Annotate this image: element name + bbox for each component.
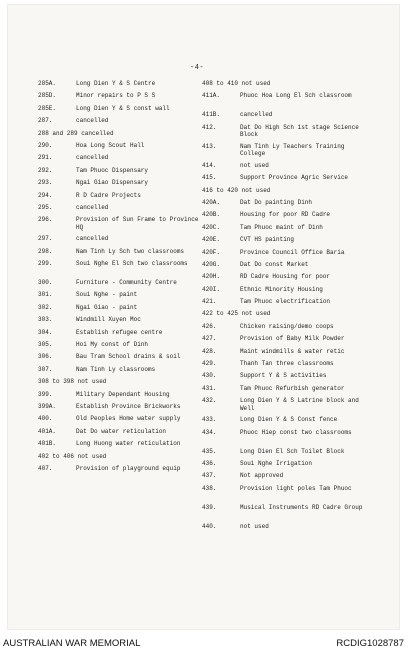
list-item	[38, 167, 203, 179]
item-description: Tam Phuoc Dispensary	[76, 166, 149, 174]
item-number: 421.	[202, 298, 217, 306]
item-number: 305.	[38, 341, 53, 349]
item-number: 299.	[38, 260, 53, 268]
list-item	[202, 310, 370, 322]
item-description: cancelled	[76, 203, 109, 211]
item-description: Support Y & S activities	[240, 372, 327, 380]
item-description: Provision light poles Tam Phuoc	[240, 484, 352, 492]
item-number: 427.	[202, 335, 217, 343]
item-description: Hoa Long Scout Hall	[76, 141, 145, 149]
item-number: 435.	[202, 447, 217, 455]
item-description: not used	[240, 522, 269, 530]
item-number: 294.	[38, 191, 53, 199]
list-item	[38, 80, 203, 92]
item-description: Ngai Giao - paint	[76, 303, 138, 311]
list-item	[38, 391, 203, 403]
list-item	[202, 360, 370, 372]
item-description: Soui Nghe El Sch two classrooms	[76, 260, 188, 268]
item-description: RD Cadre Housing for poor	[240, 273, 331, 281]
list-item	[202, 143, 370, 162]
item-description: Dat Do const Market	[240, 260, 309, 268]
item-number: 401B.	[38, 440, 57, 448]
item-number: 432.	[202, 397, 217, 405]
item-description: cancelled	[76, 117, 109, 125]
item-description: Thanh Tan three classrooms	[240, 360, 334, 368]
item-description: CVT HS painting	[240, 236, 295, 244]
item-number: 433.	[202, 416, 217, 424]
item-description: Nam Tinh Ly Teachers Training College	[240, 142, 345, 158]
list-item	[38, 378, 203, 390]
item-description: Establish Province Brickworks	[76, 402, 181, 410]
item-number: 420A.	[202, 198, 221, 206]
item-number: 297.	[38, 235, 53, 243]
item-number: 290.	[38, 141, 53, 149]
item-description: Long Dien Y & S Centre	[76, 80, 156, 87]
item-number: 401A.	[38, 427, 57, 435]
item-description: Soui Nghe - paint	[76, 291, 138, 299]
item-description: Maint windmills & water retic	[240, 347, 345, 355]
item-description: Ethnic Minority Housing	[240, 285, 323, 293]
left-column	[38, 80, 203, 477]
item-number: 285E.	[38, 104, 57, 112]
item-number: 399A.	[38, 402, 57, 410]
item-description: Dat Do High Sch 1st stage Science Block	[240, 123, 359, 139]
item-description: Province Council Office Baria	[240, 248, 345, 256]
list-item	[38, 130, 203, 142]
item-description: Old Peoples Home water supply	[76, 415, 181, 423]
list-item	[202, 92, 370, 111]
item-number: 399.	[38, 390, 53, 398]
list-item	[202, 249, 370, 261]
item-description: 308 to 398 not used	[38, 378, 107, 386]
list-item	[38, 142, 203, 154]
list-item	[202, 429, 370, 448]
item-number: 414.	[202, 161, 217, 169]
item-description: Phuoc Hiep const two classrooms	[240, 428, 352, 436]
list-item	[202, 323, 370, 335]
item-description: 408 to 410 not used	[202, 80, 271, 87]
item-number: 437.	[202, 472, 217, 480]
item-number: 429.	[202, 360, 217, 368]
item-description: Provision of playground equip	[76, 464, 181, 472]
item-description: Housing for poor RD Cadre	[240, 211, 331, 219]
item-number: 303.	[38, 316, 53, 324]
item-description: cancelled	[240, 111, 273, 119]
list-item	[38, 260, 203, 279]
item-number: 307.	[38, 365, 53, 373]
item-number: 431.	[202, 384, 217, 392]
item-description: Nam Tinh Ly Sch two classrooms	[76, 247, 185, 255]
item-description: cancelled	[76, 154, 109, 162]
list-item	[202, 485, 370, 504]
list-item	[38, 440, 203, 452]
list-item	[202, 348, 370, 360]
list-item	[38, 105, 203, 117]
item-number: 420C.	[202, 223, 221, 231]
list-item	[202, 174, 370, 186]
list-item	[202, 236, 370, 248]
item-number: 291.	[38, 154, 53, 162]
list-item	[38, 329, 203, 341]
item-number: 304.	[38, 328, 53, 336]
item-description: Not approved	[240, 472, 284, 480]
list-item	[38, 453, 203, 465]
archive-footer	[0, 632, 408, 654]
item-number: 285D.	[38, 92, 57, 100]
item-description: Support Province Agric Service	[240, 174, 349, 182]
item-description: not used	[240, 161, 269, 169]
list-item	[38, 216, 203, 235]
list-item	[202, 335, 370, 347]
item-number: 420E.	[202, 236, 221, 244]
item-description: Military Dependant Housing	[76, 390, 170, 398]
list-item	[38, 235, 203, 247]
item-number: 306.	[38, 353, 53, 361]
item-description: 288 and 289 cancelled	[38, 129, 114, 137]
item-number: 296.	[38, 216, 53, 224]
item-description: 422 to 425 not used	[202, 310, 271, 318]
list-item	[202, 111, 370, 123]
list-item	[38, 428, 203, 440]
item-description: Long Dien El Sch Toilet Block	[240, 447, 345, 455]
item-description: Dat Do painting Dinh	[240, 198, 313, 206]
item-description: Windmill Xuyen Moc	[76, 316, 141, 324]
item-number: 407.	[38, 464, 53, 472]
list-item	[38, 291, 203, 303]
item-number: 411A.	[202, 92, 221, 100]
item-description: Long Dien Y & S Latrine block and Well	[240, 397, 359, 412]
list-item	[38, 204, 203, 216]
item-number: 413.	[202, 142, 217, 150]
item-number: 440.	[202, 522, 217, 530]
item-number: 292.	[38, 166, 53, 174]
list-item	[38, 92, 203, 104]
item-number: 287.	[38, 117, 53, 125]
item-description: Nam Tinh Ly classrooms	[76, 365, 156, 373]
item-description: Bau Tram School drains & soil	[76, 353, 181, 361]
item-number: 434.	[202, 428, 217, 436]
item-number: 426.	[202, 322, 217, 330]
item-description: Ngai Giao Dispensary	[76, 179, 149, 187]
list-item	[38, 341, 203, 353]
list-item	[38, 415, 203, 427]
list-item	[38, 179, 203, 191]
list-item	[38, 279, 203, 291]
list-item	[38, 248, 203, 260]
list-item	[202, 460, 370, 472]
list-item	[202, 187, 370, 199]
list-item	[202, 224, 370, 236]
list-item	[202, 385, 370, 397]
list-item	[202, 286, 370, 298]
item-number: 301.	[38, 291, 53, 299]
list-item	[202, 416, 370, 428]
item-description: Soui Nghe Irrigation	[240, 459, 313, 467]
list-item	[202, 199, 370, 211]
page-number: -4-	[190, 64, 205, 72]
list-item	[38, 192, 203, 204]
item-description: Furniture - Community Centre	[76, 279, 177, 287]
item-number: 293.	[38, 179, 53, 187]
list-item	[202, 504, 370, 523]
list-item	[202, 372, 370, 384]
list-item	[202, 448, 370, 460]
list-item	[38, 316, 203, 328]
item-description: Provision of Sun Frame to Province HQ	[76, 216, 199, 231]
item-description: Long Huong water reticulation	[76, 440, 181, 448]
list-item	[202, 298, 370, 310]
item-description: R D Cadre Projects	[76, 191, 141, 199]
item-description: Hoi My const of Dinh	[76, 341, 149, 349]
item-number: 285A.	[38, 80, 57, 87]
item-number: 411B.	[202, 111, 221, 119]
list-item	[202, 397, 370, 416]
item-number: 295.	[38, 203, 53, 211]
item-number: 298.	[38, 247, 53, 255]
item-number: 300.	[38, 279, 53, 287]
item-number: 420B.	[202, 211, 221, 219]
list-item	[38, 353, 203, 365]
item-description: Chicken raising/demo coops	[240, 322, 334, 330]
list-item	[202, 261, 370, 273]
item-description: Musical Instruments RD Cadre Group	[240, 503, 363, 511]
item-description: cancelled	[76, 235, 109, 243]
list-item	[38, 154, 203, 166]
item-description: 402 to 406 not used	[38, 452, 107, 460]
item-number: 415.	[202, 174, 217, 182]
archive-name: AUSTRALIAN WAR MEMORIAL	[3, 638, 141, 649]
item-description: Tam Phuoc maint of Dinh	[240, 223, 323, 231]
item-number: 420G.	[202, 260, 221, 268]
item-description: 416 to 420 not used	[202, 186, 271, 194]
item-number: 438.	[202, 484, 217, 492]
list-item	[38, 403, 203, 415]
item-number: 420H.	[202, 273, 221, 281]
item-description: Long Dien Y & S Const fence	[240, 416, 338, 424]
item-number: 420F.	[202, 248, 221, 256]
item-description: Minor repairs to P S S	[76, 92, 156, 100]
item-number: 412.	[202, 123, 217, 131]
list-item	[38, 465, 203, 477]
list-item	[202, 273, 370, 285]
item-description: Provision of Baby Milk Powder	[240, 335, 345, 343]
list-item	[202, 80, 370, 92]
item-number: 436.	[202, 459, 217, 467]
right-column	[202, 80, 370, 535]
item-description: Establish refugee centre	[76, 328, 163, 336]
item-number: 302.	[38, 303, 53, 311]
item-number: 430.	[202, 372, 217, 380]
item-number: 428.	[202, 347, 217, 355]
list-item	[202, 523, 370, 535]
item-number: 420I.	[202, 285, 221, 293]
item-description: Long Dien Y & S const wall	[76, 104, 170, 112]
item-description: Tam Phuoc Refurbish generator	[240, 384, 345, 392]
list-item	[38, 304, 203, 316]
list-item	[202, 162, 370, 174]
list-item	[38, 117, 203, 129]
list-item	[202, 211, 370, 223]
item-number: 439.	[202, 503, 217, 511]
list-item	[38, 366, 203, 378]
item-description: Dat Do water reticulation	[76, 427, 167, 435]
archive-reference: RCDIG1028787	[336, 638, 404, 649]
item-number: 400.	[38, 415, 53, 423]
item-description: Tam Phuoc electrification	[240, 298, 331, 306]
list-item	[202, 124, 370, 143]
item-description: Phuoc Hoa Long El Sch classroom	[240, 92, 352, 100]
list-item	[202, 472, 370, 484]
